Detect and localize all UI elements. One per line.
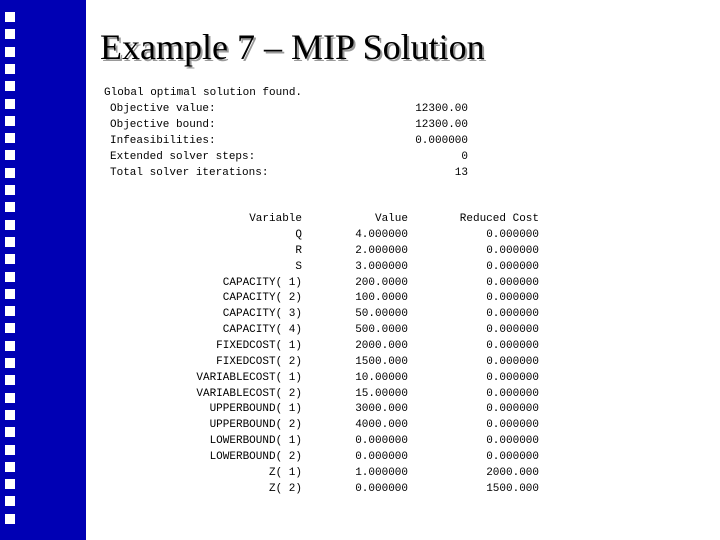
variable-name: UPPERBOUND( 1) — [209, 403, 302, 416]
table-row — [0, 483, 720, 499]
table-row — [0, 308, 720, 324]
reduced-cost: 0.000000 — [486, 435, 539, 447]
variable-value: 4.000000 — [355, 229, 408, 241]
summary-label: Extended solver steps: — [110, 151, 256, 163]
variable-value: 500.0000 — [355, 324, 408, 337]
value-column-header: Value — [374, 213, 408, 225]
reduced-cost: 0.000000 — [486, 371, 539, 384]
table-row — [0, 403, 720, 419]
variable-name: CAPACITY( 1) — [222, 276, 302, 289]
variable-name: CAPACITY( 2) — [222, 292, 302, 305]
reduced-cost: 0.000000 — [486, 308, 539, 321]
variable-name: UPPERBOUND( 2) — [209, 419, 302, 432]
reduced-cost: 0.000000 — [486, 292, 539, 305]
variable-column-header: Variable — [249, 213, 302, 225]
summary-value: 12300.00 — [415, 119, 468, 131]
slide-title: Example 7 – MIP Solution — [100, 27, 485, 67]
sidebar-square — [5, 29, 15, 39]
summary-value: 13 — [454, 167, 468, 179]
reduced-cost: 1500.000 — [486, 482, 539, 495]
table-row — [0, 435, 720, 451]
variable-name: LOWERBOUND( 1) — [209, 435, 302, 447]
sidebar-square — [5, 514, 15, 524]
table-row — [0, 451, 720, 467]
variable-value: 200.0000 — [355, 276, 408, 289]
summary-label: Total solver iterations: — [110, 167, 269, 179]
variable-value: 2.000000 — [355, 244, 408, 257]
variable-name: VARIABLECOST( 1) — [196, 371, 302, 384]
table-row — [0, 340, 720, 356]
reduced-cost: 0.000000 — [486, 355, 539, 368]
table-row — [0, 419, 720, 435]
table-row — [0, 229, 720, 245]
table-row — [0, 245, 720, 261]
table-header-row — [0, 213, 720, 229]
variable-name: VARIABLECOST( 2) — [196, 387, 302, 400]
sidebar-square — [5, 168, 15, 178]
sidebar-square — [5, 185, 15, 195]
variable-value: 0.000000 — [355, 482, 408, 495]
variable-value: 1500.000 — [355, 355, 408, 368]
reduced-cost: 0.000000 — [486, 276, 539, 289]
reduced-cost: 0.000000 — [486, 324, 539, 337]
sidebar-square — [5, 81, 15, 91]
reduced-cost: 0.000000 — [486, 403, 539, 416]
variable-name: Z( 1) — [268, 466, 302, 479]
variable-value: 10.00000 — [355, 371, 408, 384]
reduced-cost: 0.000000 — [486, 419, 539, 432]
table-row — [0, 388, 720, 404]
solution-status: Global optimal solution found. — [104, 87, 303, 99]
table-row — [0, 372, 720, 388]
reduced-cost: 0.000000 — [486, 244, 539, 257]
table-row — [0, 277, 720, 293]
reduced-cost-column-header: Reduced Cost — [459, 213, 539, 225]
summary-row — [110, 151, 468, 167]
reduced-cost: 0.000000 — [486, 387, 539, 400]
variable-value: 3000.000 — [355, 403, 408, 416]
summary-label: Objective bound: — [110, 119, 216, 131]
sidebar-square — [5, 47, 15, 57]
sidebar-square — [5, 116, 15, 126]
variable-name: S — [295, 260, 302, 273]
variable-name: FIXEDCOST( 2) — [216, 355, 302, 368]
variable-value: 15.00000 — [355, 387, 408, 400]
sidebar-square — [5, 12, 15, 22]
variable-value: 3.000000 — [355, 260, 408, 273]
variable-name: FIXEDCOST( 1) — [216, 339, 302, 352]
table-row — [0, 356, 720, 372]
variable-name: LOWERBOUND( 2) — [209, 450, 302, 463]
summary-label: Objective value: — [110, 103, 216, 115]
variable-name: Q — [295, 229, 302, 241]
variable-value: 0.000000 — [355, 450, 408, 463]
table-row — [0, 261, 720, 277]
variable-name: R — [295, 244, 302, 257]
table-row — [0, 292, 720, 308]
sidebar-square — [5, 133, 15, 143]
variable-value: 50.00000 — [355, 308, 408, 321]
reduced-cost: 0.000000 — [486, 229, 539, 241]
variable-value: 1.000000 — [355, 466, 408, 479]
table-row — [0, 324, 720, 340]
variable-name: Z( 2) — [268, 482, 302, 495]
reduced-cost: 0.000000 — [486, 339, 539, 352]
summary-row — [110, 167, 468, 183]
summary-value: 0 — [461, 151, 468, 163]
sidebar-square — [5, 202, 15, 212]
sidebar-square — [5, 99, 15, 109]
summary-label: Infeasibilities: — [110, 135, 216, 147]
sidebar-square — [5, 150, 15, 160]
variable-value: 100.0000 — [355, 292, 408, 305]
summary-row — [110, 135, 468, 151]
summary-value: 0.000000 — [415, 135, 468, 147]
table-row — [0, 467, 720, 483]
summary-row — [110, 119, 468, 135]
sidebar-square — [5, 64, 15, 74]
variable-name: CAPACITY( 3) — [222, 308, 302, 321]
reduced-cost: 0.000000 — [486, 260, 539, 273]
summary-row — [110, 103, 468, 119]
variable-name: CAPACITY( 4) — [222, 324, 302, 337]
variable-value: 2000.000 — [355, 339, 408, 352]
summary-value: 12300.00 — [415, 103, 468, 115]
reduced-cost: 2000.000 — [486, 466, 539, 479]
variable-value: 4000.000 — [355, 419, 408, 432]
reduced-cost: 0.000000 — [486, 450, 539, 463]
variable-value: 0.000000 — [355, 435, 408, 447]
